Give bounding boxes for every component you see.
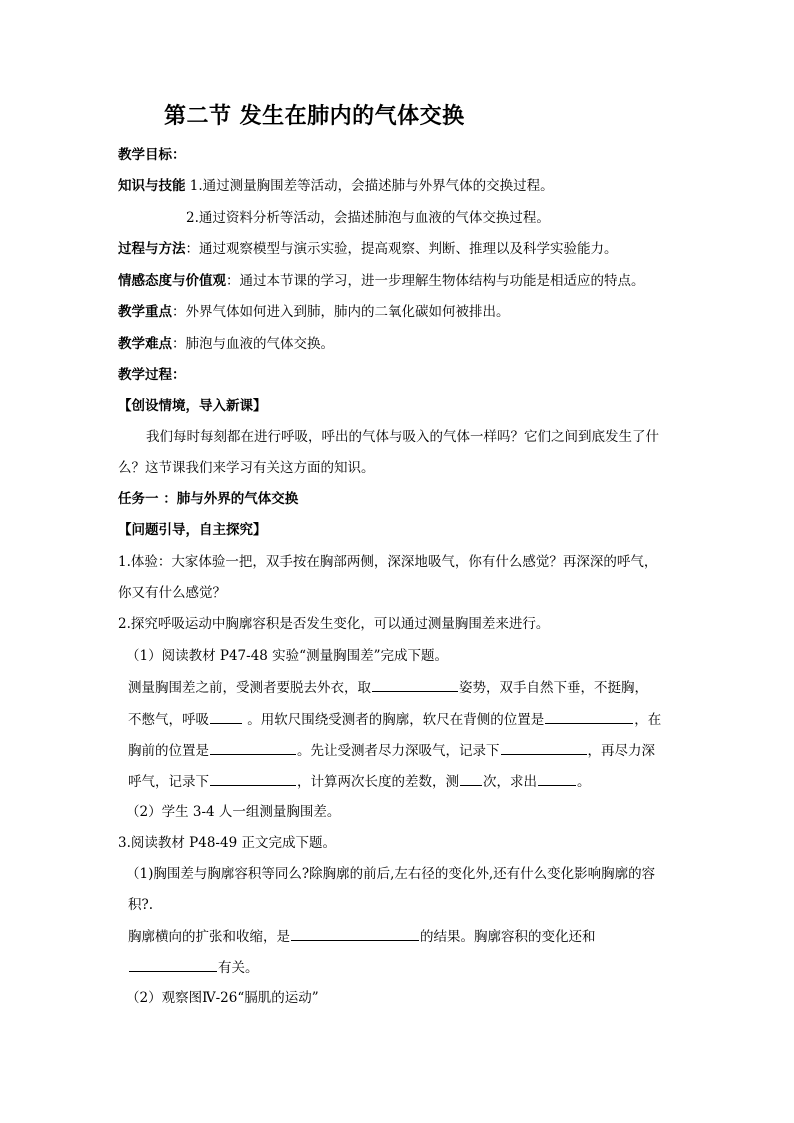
fill-text: 。先让受测者尽力深吸气，记录下	[297, 743, 500, 759]
fill-text: 的结果。胸廓容积的变化还和	[420, 929, 596, 945]
knowledge-item-1: 1.通过测量胸围差等活动，会描述肺与外界气体的交换过程。	[185, 178, 554, 194]
answer-blank[interactable]	[210, 741, 296, 755]
fill-text: ，再尽力深	[587, 743, 655, 759]
knowledge-line-1	[118, 177, 554, 195]
fill-text: 胸廓横向的扩张和收缩，是	[128, 929, 290, 945]
answer-blank[interactable]	[501, 741, 587, 755]
question-3-sub-1-line-2: 积?.	[128, 897, 154, 913]
question-3-line: 3.阅读教材 P48-49 正文完成下题。	[118, 835, 336, 851]
fill-text: ，在	[634, 712, 662, 728]
knowledge-item-2: 2.通过资料分析等活动，会描述肺泡与血液的气体交换过程。	[186, 210, 550, 226]
answer-blank[interactable]	[291, 927, 419, 941]
answer-blank[interactable]	[372, 678, 458, 692]
question-2-sub-1: （1）阅读教材 P47-48 实验“测量胸围差”完成下题。	[126, 648, 448, 664]
attitude-text: ：通过本节课的学习，进一步理解生物体结构与功能是相适应的特点。	[226, 273, 645, 289]
objectives-heading: 教学目标：	[118, 147, 186, 163]
answer-blank[interactable]	[129, 958, 217, 972]
answer-blank[interactable]	[210, 710, 242, 724]
fill-line-4	[128, 772, 591, 791]
fill-line-1	[128, 678, 648, 697]
fill-line-3	[128, 741, 655, 760]
fill-text: 有关。	[218, 960, 259, 976]
fill-text: 。用软尺围绕受测者的胸廓，软尺在背侧的位置是	[243, 712, 545, 728]
answer-blank[interactable]	[210, 772, 296, 786]
fill-text: 。	[577, 774, 591, 790]
fill-line-2	[128, 710, 661, 729]
difficulty-label: 教学难点	[118, 336, 172, 352]
section-heading-inquiry: 【问题引导，自主探究】	[118, 522, 267, 538]
question-3-sub-2: （2）观察图Ⅳ-26“膈肌的运动”	[126, 990, 319, 1006]
answer-blank[interactable]	[460, 772, 482, 786]
question-1-line-2: 你又有什么感觉？	[118, 585, 226, 601]
procedure-heading: 教学过程：	[118, 367, 186, 383]
fill-line-6	[128, 958, 259, 977]
fill-text: 次，求出	[483, 774, 537, 790]
answer-blank[interactable]	[538, 772, 576, 786]
process-line	[118, 240, 618, 258]
fill-text: 胸前的位置是	[128, 743, 209, 759]
key-points-line	[118, 303, 510, 321]
process-text: ：通过观察模型与演示实验，提高观察、判断、推理以及科学实验能力。	[185, 241, 618, 257]
attitude-line	[118, 272, 645, 290]
intro-paragraph-line-1: 我们每时每刻都在进行呼吸，呼出的气体与吸入的气体一样吗？它们之间到底发生了什	[146, 429, 659, 445]
question-3-sub-1-line-1: （1)胸围差与胸廓容积等同么?除胸廓的前后,左右径的变化外,还有什么变化影响胸廓的容	[126, 866, 656, 882]
section-heading-context: 【创设情境，导入新课】	[118, 398, 267, 414]
process-label: 过程与方法	[118, 241, 186, 257]
intro-paragraph-line-2: 么？这节课我们来学习有关这方面的知识。	[118, 460, 375, 476]
question-2-line: 2.探究呼吸运动中胸廓容积是否发生变化，可以通过测量胸围差来进行。	[118, 616, 550, 632]
fill-text: 测量胸围差之前，受测者要脱去外衣，取	[128, 680, 371, 696]
difficulty-line	[118, 335, 334, 353]
question-2-sub-2: （2）学生 3-4 人一组测量胸围差。	[126, 804, 341, 820]
knowledge-label: 知识与技能	[118, 178, 186, 194]
attitude-label: 情感态度与价值观	[118, 273, 226, 289]
fill-text: 不憋气，呼吸	[128, 712, 209, 728]
fill-text: ，计算两次长度的差数，测	[297, 774, 459, 790]
answer-blank[interactable]	[545, 710, 633, 724]
fill-text: 呼气，记录下	[128, 774, 209, 790]
fill-line-5	[128, 927, 596, 946]
page-title: 第二节 发生在肺内的气体交换	[164, 103, 465, 129]
fill-text: 姿势，双手自然下垂，不挺胸，	[459, 680, 648, 696]
question-1-line-1: 1.体验：大家体验一把，双手按在胸部两侧，深深地吸气，你有什么感觉？再深深的呼气，	[118, 554, 658, 570]
difficulty-text: ：肺泡与血液的气体交换。	[172, 336, 334, 352]
key-points-label: 教学重点	[118, 304, 172, 320]
key-points-text: ：外界气体如何进入到肺，肺内的二氧化碳如何被排出。	[172, 304, 510, 320]
task-1-heading: 任务一 ：肺与外界的气体交换	[118, 491, 299, 507]
